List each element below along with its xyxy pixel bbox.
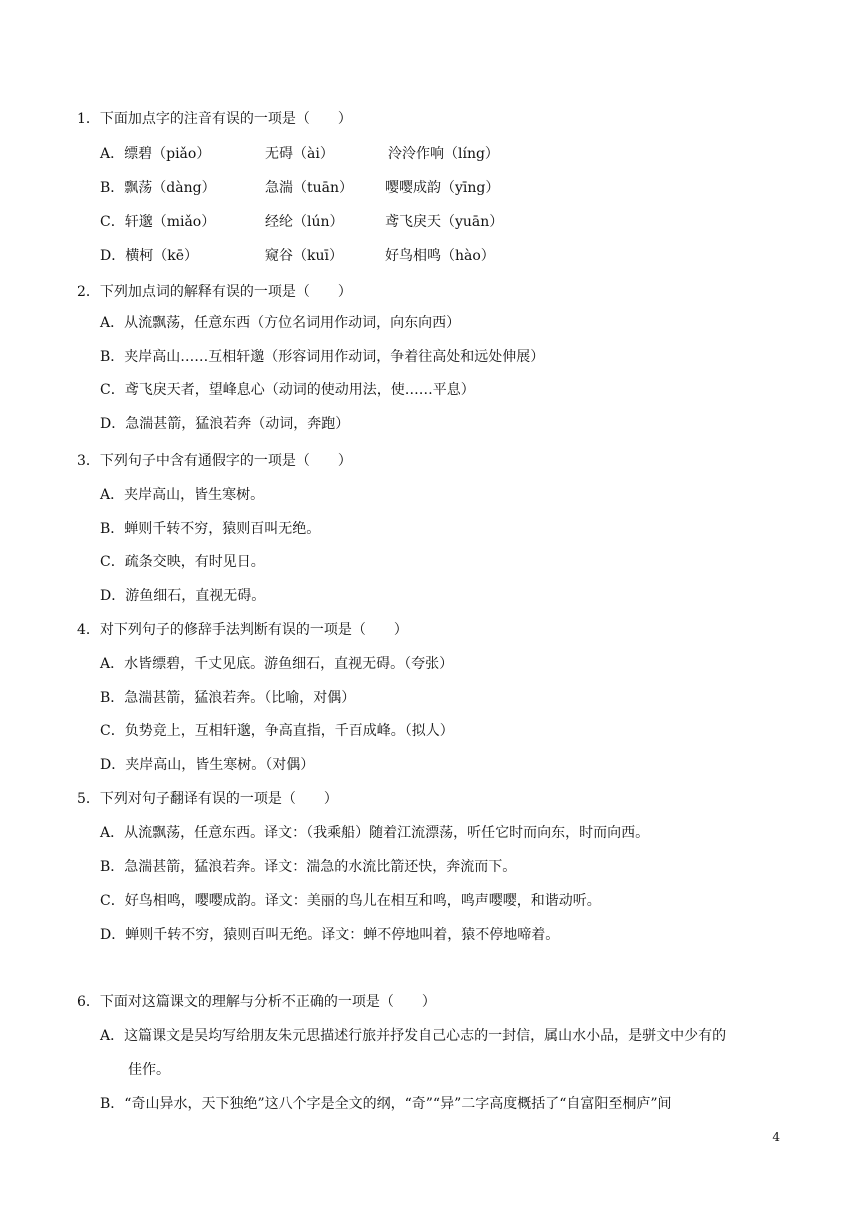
question-5-stem: 5．下列对句子翻译有误的一项是（ ） bbox=[77, 791, 338, 807]
q6-option-a: A．这篇课文是吴均写给朋友朱元思描述行旅并抒发自己心志的一封信，属山水小品，是骈文中少有的 bbox=[100, 1028, 727, 1044]
q1-a-col3: 泠泠作响（líng） bbox=[388, 146, 499, 162]
q1-c-col1: C．轩邈（miǎo） bbox=[100, 214, 216, 230]
question-4-stem: 4．对下列句子的修辞手法判断有误的一项是（ ） bbox=[77, 622, 408, 638]
q5-option-c: C．好鸟相鸣，嘤嘤成韵。译文：美丽的鸟儿在相互和鸣，鸣声嘤嘤，和谐动听。 bbox=[100, 893, 601, 909]
q1-a-col1: A．缥碧（piǎo） bbox=[100, 146, 211, 162]
q1-c-col3: 鸢飞戾天（yuān） bbox=[385, 214, 504, 230]
question-3-stem: 3．下列句子中含有通假字的一项是（ ） bbox=[77, 453, 352, 469]
q6-option-b: B．“奇山异水，天下独绝”这八个字是全文的纲，“奇”“异”二字高度概括了“自富阳至桐庐”间 bbox=[100, 1096, 672, 1112]
question-1-stem: 1．下面加点字的注音有误的一项是（ ） bbox=[77, 111, 352, 127]
q3-option-b: B．蝉则千转不穷，猿则百叫无绝。 bbox=[100, 521, 321, 537]
q2-option-d: D．急湍甚箭，猛浪若奔（动词，奔跑） bbox=[100, 416, 350, 432]
q3-option-c: C．疏条交映，有时见日。 bbox=[100, 554, 265, 570]
q4-option-b: B．急湍甚箭，猛浪若奔。（比喻，对偶） bbox=[100, 690, 356, 706]
q5-option-a: A．从流飘荡，任意东西。译文：（我乘船）随着江流漂荡，听任它时而向东，时而向西。 bbox=[100, 825, 650, 841]
q2-option-c: C．鸢飞戾天者，望峰息心（动词的使动用法，使……平息） bbox=[100, 382, 475, 398]
q5-option-b: B．急湍甚箭，猛浪若奔。译文：湍急的水流比箭还快，奔流而下。 bbox=[100, 859, 517, 875]
q2-option-b: B．夹岸高山……互相轩邈（形容词用作动词，争着往高处和远处伸展） bbox=[100, 349, 545, 365]
q1-b-col1: B．飘荡（dàng） bbox=[100, 180, 216, 196]
q1-option-d bbox=[100, 247, 198, 265]
q1-b-col2: 急湍（tuān） bbox=[265, 180, 354, 196]
q1-d-col1: D．横柯（kē） bbox=[100, 248, 198, 264]
q4-option-d: D．夹岸高山，皆生寒树。（对偶） bbox=[100, 757, 315, 773]
q1-option-a bbox=[100, 145, 210, 163]
q3-option-d: D．游鱼细石，直视无碍。 bbox=[100, 588, 266, 604]
q1-option-c bbox=[100, 213, 215, 231]
page-number: 4 bbox=[772, 1130, 780, 1144]
q4-option-c: C．负势竞上，互相轩邈，争高直指，千百成峰。（拟人） bbox=[100, 723, 454, 739]
q1-b-col3: 嘤嘤成韵（yīng） bbox=[385, 180, 500, 196]
q3-option-a: A．夹岸高山，皆生寒树。 bbox=[100, 487, 265, 503]
q1-a-col2: 无碍（ài） bbox=[265, 146, 334, 162]
q5-option-d: D．蝉则千转不穷，猿则百叫无绝。译文：蝉不停地叫着，猿不停地啼着。 bbox=[100, 927, 560, 943]
q2-option-a: A．从流飘荡，任意东西（方位名词用作动词，向东向西） bbox=[100, 315, 461, 331]
question-6-stem: 6．下面对这篇课文的理解与分析不正确的一项是（ ） bbox=[77, 994, 436, 1010]
q1-option-b bbox=[100, 179, 216, 197]
q1-d-col3: 好鸟相鸣（hào） bbox=[385, 248, 495, 264]
q4-option-a: A．水皆缥碧，千丈见底。游鱼细石，直视无碍。（夸张） bbox=[100, 656, 454, 672]
q1-d-col2: 窥谷（kuī） bbox=[265, 248, 343, 264]
question-2-stem: 2．下列加点词的解释有误的一项是（ ） bbox=[77, 284, 352, 300]
q6-option-a-continuation: 佳作。 bbox=[128, 1062, 170, 1078]
q1-c-col2: 经纶（lún） bbox=[265, 214, 344, 230]
